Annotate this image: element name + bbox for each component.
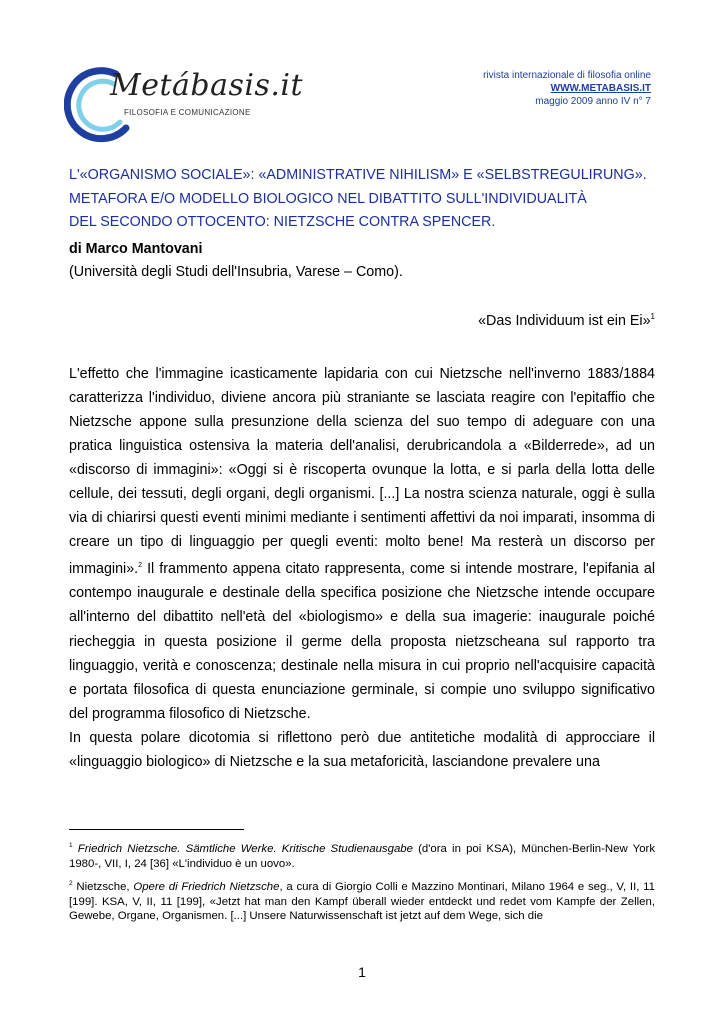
footnote-2-title: Opere di Friedrich Nietzsche [133,881,280,894]
footnote-1-title: Friedrich Nietzsche. Sämtliche Werke. Kritische Studienausgabe [77,843,413,855]
article-title-line-2: METAFORA E/O MODELLO BIOLOGICO NEL DIBATTITO SULL'INDIVIDUALITÀ [69,190,587,207]
journal-issue: maggio 2009 anno IV n° 7 [535,96,651,107]
footnote-2-prefix: Nietzsche, [76,881,134,894]
footnote-ref-1[interactable]: 1 [650,312,655,321]
paragraph-1-part-b: Il frammento appena citato rappresenta, come si intende mostrare, l'epifania al contempo inaugurale e destinale della specifica posizione che Nietzsche intende occupare all'interno del dibattito nell'età del «biologismo» e della sua imagerie: inaugurale poiché riecheggia in questa posizione il germe della proposta nietzscheana sul rapporto tra linguaggio, verità e conoscenza; destinale nella misura in cui proprio nell'acquisire capacità e portata filosofica di questa enunciazione germinale, si compie uno sviluppo significativo del programma filosofico di Nietzsche. [69,561,655,722]
article-title-line-1: L'«ORGANISMO SOCIALE»: «ADMINISTRATIVE NIHILISM» E «SELBSTREGULIRUNG». [69,167,647,183]
paragraph-1-part-a: L'effetto che l'immagine icasticamente lapidaria con cui Nietzsche nell'inverno 1883/1884 caratterizza l'individuo, diviene ancora più straniante se lasciata reagire con l'epitaffio che Nietzsche appone sulla presunzione della scienza del suo tempo di adeguare con una pratica linguistica ostensiva la materia dell'analisi, derubricandola a «Bilderrede», ad un «discorso di immagini»: «Oggi si è riscoperta ovunque la lotta, e si parla della lotta delle cellule, dei tessuti, degli organi, degli organismi. [...] La nostra scienza naturale, oggi è sulla via di chiarirsi questi eventi minimi mediante i sentimenti affettivi da noi imparati, insomma di creare un tipo di linguaggio per quegli eventi: molto bene! Ma resterà un discorso per immagini». [69,366,655,578]
journal-description: rivista internazionale di filosofia online [483,70,651,81]
article-heading [69,164,659,284]
epigraph-text: «Das Individuum ist ein Ei» [478,313,651,329]
metabasis-logo [64,66,304,142]
footnote-2-text: , a cura di Giorgio Colli e Mazzino Montinari, Milano 1964 e seg., V, II, 11 [199]. KSA, V, II, 11 [199], «Jetzt hat man den Kampf überall wieder entdeckt und redet vom Kampfe der Zellen, Gewebe, Organe, Organismen. [...] Unsere Naturwissenschaft ist jetzt auf dem Wege, sich die [69,881,655,923]
article-body [69,362,655,774]
logo-wordmark: Metábasis.it [110,68,304,103]
journal-website-link[interactable]: WWW.METABASIS.IT [550,83,651,94]
footnote-2-number: 2 [69,880,73,888]
author-affiliation: (Università degli Studi dell'Insubria, Varese – Como). [69,263,403,280]
epigraph [478,312,655,329]
footnote-1-text: (d'ora in poi KSA), München-Berlin-New York 1980-, VII, I, 24 [36] «L'individuo è un uovo». [69,843,656,870]
footnote-separator [69,829,244,830]
footnote-ref-2[interactable]: 2 [138,562,143,570]
footnote-1 [69,839,655,871]
logo-tagline: FILOSOFIA E COMUNICAZIONE [124,108,251,117]
footnote-1-number: 1 [69,842,73,849]
page-number: 1 [358,964,366,980]
paragraph-1 [69,362,655,726]
article-title-line-3: DEL SECONDO OTTOCENTO: NIETZSCHE CONTRA SPENCER. [69,214,496,230]
footnote-2 [69,877,655,924]
footnotes [69,839,655,930]
journal-masthead [483,69,651,108]
article-author: di Marco Mantovani [69,240,203,257]
paragraph-2: In questa polare dicotomia si riflettono però due antitetiche modalità di approcciare il «linguaggio biologico» di Nietzsche e la sua metaforicità, lasciandone prevalere una [69,729,655,770]
